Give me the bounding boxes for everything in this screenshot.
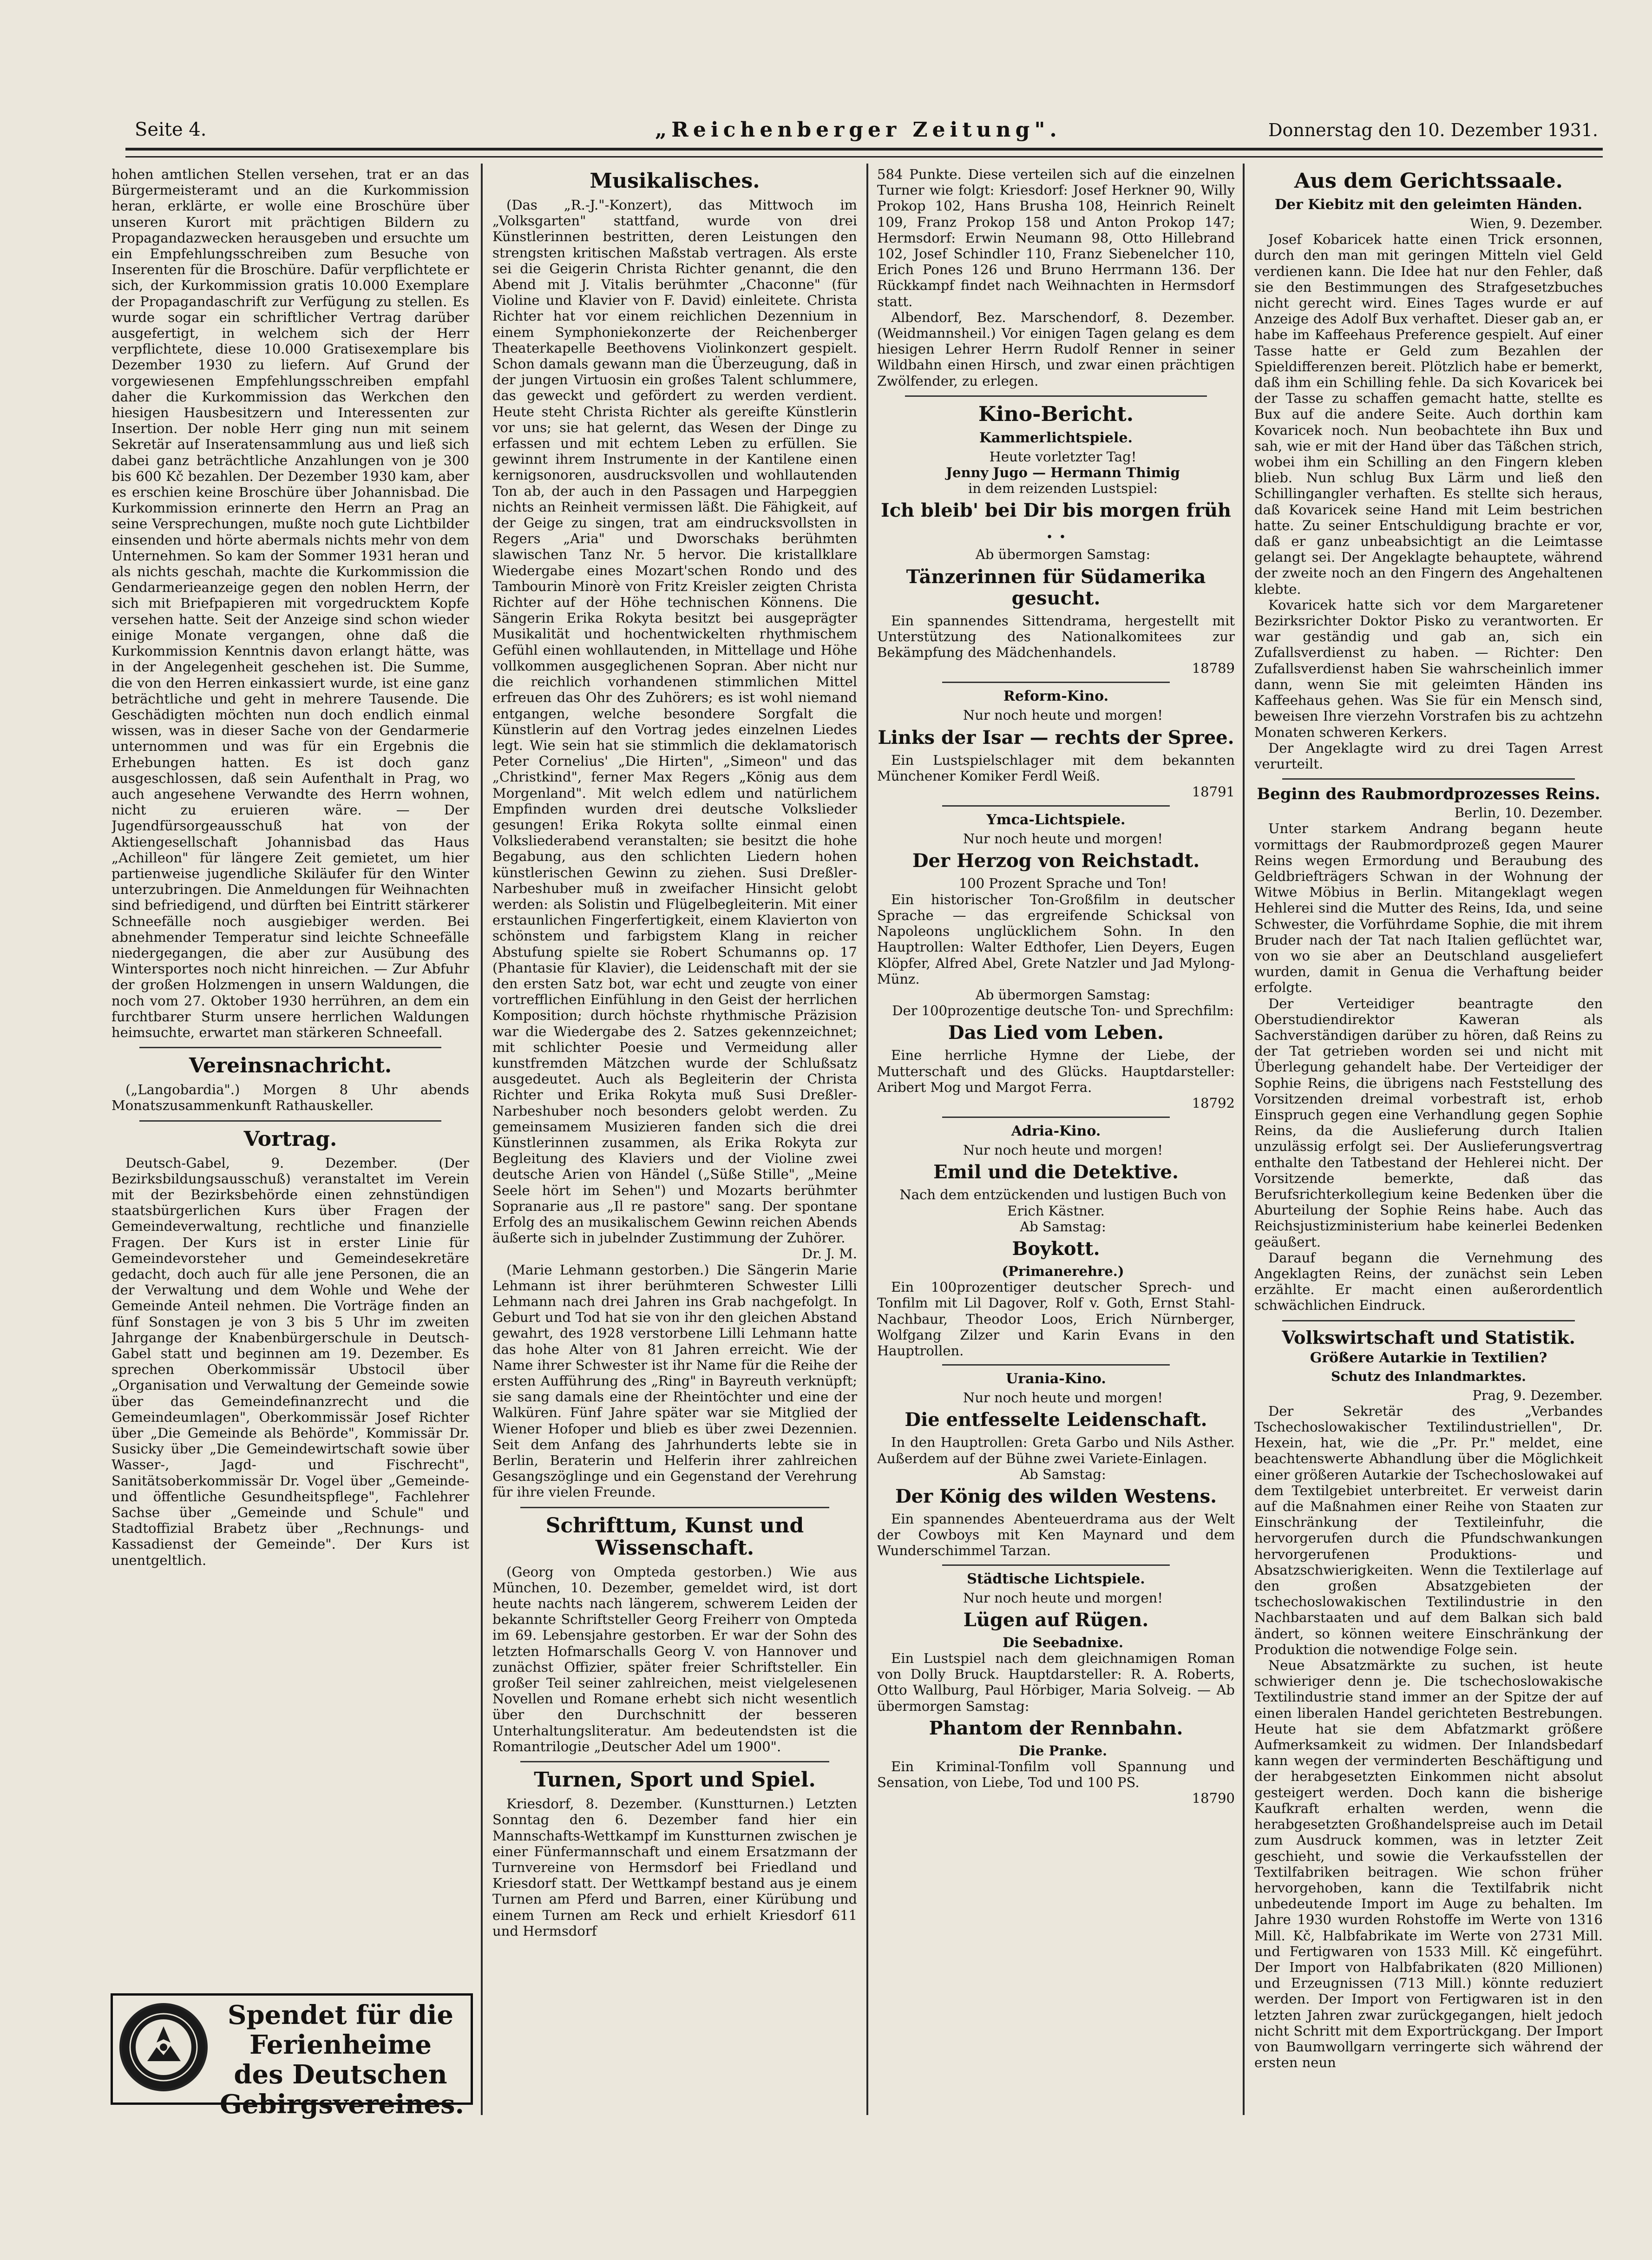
- ad-number: 18792: [1192, 1095, 1235, 1111]
- column-4: [1254, 166, 1603, 2109]
- cinema-note: 100 Prozent Sprache und Ton!: [958, 875, 1167, 892]
- heading-turnen: Turnen, Sport und Spiel.: [534, 1768, 816, 1792]
- cinema-note: Nach dem entzückenden und lustigen Buch von Erich Kästner.: [899, 1187, 1226, 1219]
- film-description: Eine herrliche Hymne der Liebe, der Mutterschaft und des Glücks. Hauptdarsteller: Aribert Mog und Margot Ferra.: [877, 1047, 1235, 1095]
- cinema-note: Heute vorletzter Tag!: [989, 448, 1137, 465]
- divider: [139, 1120, 441, 1122]
- article-turnen-cont: 584 Punkte. Diese verteilen sich auf die einzelnen Turner wie folgt: Kriesdorf: Josef Herkner 90, Willy Prokop 102, Hans Brusha 108, Heinrich Reinelt 109, Franz Prokop 158 und Anton Prokop 147; Hermsdorf: Erwin Neumann 98, Otto Hillebrand 102, Josef Schindler 110, Franz Siebenelcher 110, Erich Pones 126 und Bruno Herrmann 136. Der Rückkampf findet nach Weihnachten in Hermsdorf statt.: [877, 166, 1235, 309]
- heading-gerichtssaal: Aus dem Gerichtssaale.: [1294, 169, 1563, 193]
- cinema-stars: Jenny Jugo — Hermann Thimig: [946, 465, 1180, 481]
- cinema-note: Der 100prozentige deutsche Ton- und Sprechfilm:: [892, 1003, 1234, 1019]
- article-langobardia: („Langobardia".) Morgen 8 Uhr abends Monatszusammenkunft Rathauskeller.: [111, 1082, 469, 1114]
- cinema-note: Ab übermorgen Samstag:: [975, 546, 1151, 563]
- gebirgsverein-seal-icon: [119, 2003, 208, 2091]
- article-marie-lehmann: (Marie Lehmann gestorben.) Die Sängerin Marie Lehmann ist ihrer berühmteren Schwester Lilli Lehmann nach drei Jahren ins Grab nachgefolgt. In Geburt und Tod hat sie von ihr den gleichen Abstand gewahrt, des 1928 verstorbene Lilli Lehmann hatte das hohe Alter von 81 Jahren erreicht. Wie der Name ihrer Schwester ist ihr Name für die Reihe der ersten Aufführung des „Ring" in Bayreuth verknüpft; sie sang damals eine der Rheintöchter und eine der Walküren. Fünf Jahre später war sie Mitglied der Wiener Hofoper und blieb es über zwei Dezennien. Seit dem Anfang des Jahrhunderts lebte sie in Berlin, Beraterin und Helferin ihrer zahlreichen Gesangszöglinge und ein Gegenstand der Verehrung für ihre vielen Freunde.: [492, 1261, 857, 1500]
- subheading-kiebitz: Der Kiebitz mit den geleimten Händen.: [1274, 197, 1583, 213]
- divider: [1282, 1320, 1575, 1321]
- ad-line-3: des Deutschen: [234, 2059, 447, 2090]
- heading-vereinsnachricht: Vereinsnachricht.: [189, 1054, 392, 1078]
- article-raubmord-3: Darauf begann die Vernehmung des Angeklagten Reins, der zunächst sein Leben erzählte. Er macht einen außerordentlich schwächlichen Eindruck.: [1254, 1249, 1603, 1314]
- cinema-name: Kammerlichtspiele.: [979, 429, 1133, 446]
- film-description: Ein spannendes Sittendrama, hergestellt mit Unterstützung des Nationalkomitees zur Bekämpfung des Mädchenhandels.: [877, 612, 1235, 661]
- divider: [139, 1047, 441, 1048]
- cinema-name: Reform-Kino.: [1003, 688, 1109, 705]
- film-description: Ein historischer Ton-Großfilm in deutscher Sprache — das ergreifende Schicksal von Napoleons unglücklichem Sohn. In den Hauptrollen: Walter Edthofer, Lien Deyers, Eugen Klöpfer, Alfred Abel, Grete Natzler und Jad Mylong-Münz.: [877, 891, 1235, 987]
- cinema-note: Ab übermorgen Samstag:: [975, 986, 1151, 1003]
- divider: [942, 1364, 1170, 1366]
- dateline: Prag, 9. Dezember.: [1472, 1387, 1603, 1403]
- cinema-note: Ab Samstag:: [1020, 1218, 1106, 1235]
- film-description: Ein Lustspiel nach dem gleichnamigen Roman von Dolly Bruck. Hauptdarsteller: R. A. Roberts, Otto Wallburg, Paul Hörbiger, Maria Solveig. — Ab übermorgen Samstag:: [877, 1650, 1235, 1714]
- article-albendorf: Albendorf, Bez. Marschendorf, 8. Dezember. (Weidmannsheil.) Vor einigen Tagen gelang es dem hiesigen Lehrer Herrn Rudolf Renner in seiner Wildbahn einen Hirsch, und zwar einen prächtigen Zwölfender, zu erlegen.: [877, 309, 1235, 389]
- article-kriesdorf: Kriesdorf, 8. Dezember. (Kunstturnen.) Letzten Sonntag den 6. Dezember fand hier ein Mannschafts-Wettkampf im Kunstturnen zwischen je einer Fünfermannschaft und einem Ersatzmann der Turnvereine von Hermsdorf bei Friedland und Kriesdorf statt. Der Wettkampf bestand aus je einem Turnen am Pferd und Barren, einer Kürübung und einem Turnen am Reck und erhielt Kriesdorf 611 und Hermsdorf: [492, 1796, 857, 1939]
- article-raubmord: Unter starkem Andrang begann heute vormittags der Raubmordprozeß gegen Maurer Reins wegen Ermordung und Beraubung des Geldbriefträgers Schwan in der Wohnung der Witwe Möbius in Berlin. Mitangeklagt wegen Hehlerei sind die Mutter des Reins, Ida, und seine Schwester, die Vorführdame Sophie, die mit ihrem Bruder nach der Tat nach Italien geflüchtet war, von wo sie aber an Deutschland ausgeliefert wurden, damit in Genua die Verhaftung beider erfolgte.: [1254, 821, 1603, 996]
- cinema-name: Adria-Kino.: [1011, 1123, 1101, 1140]
- divider: [942, 1117, 1170, 1118]
- divider: [905, 395, 1207, 397]
- film-title: Der König des wilden Westens.: [895, 1485, 1217, 1507]
- column-1: [111, 166, 469, 2109]
- heading-kino-bericht: Kino-Bericht.: [978, 402, 1134, 426]
- column-divider-2: [866, 164, 868, 2115]
- film-title: Links der Isar — rechts der Spree.: [878, 726, 1234, 749]
- heading-volkswirtschaft: Volkswirtschaft und Statistik.: [1282, 1327, 1575, 1348]
- film-description: Ein spannendes Abenteuerdrama aus der Welt der Cowboys mit Ken Maynard und dem Wunderschimmel Tarzan.: [877, 1511, 1235, 1559]
- ad-line-4: Gebirgsvereines.: [220, 2089, 465, 2120]
- page-number: Seite 4.: [135, 119, 207, 140]
- article-ompteda: (Georg von Ompteda gestorben.) Wie aus München, 10. Dezember, gemeldet wird, ist dort heute nachts nach längerem, schwerem Leiden der bekannte Schriftsteller Georg Freiherr von Ompteda im 69. Lebensjahre gestorben. Er war der Sohn des letzten Hofmarschalls Georg V. von Hannover und zunächst Offizier, später freier Schriftsteller. Ein großer Teil seiner zahlreichen, meist vielgelesenen Novellen und Romane erhebt sich nicht wesentlich über den Durchschnitt der besseren Unterhaltungsliteratur. Am bedeutendsten ist die Romantrilogie „Deutscher Adel um 1900".: [492, 1564, 857, 1754]
- article-kiebitz-3: Der Angeklagte wird zu drei Tagen Arrest verurteilt.: [1254, 740, 1603, 772]
- cinema-name: Ymca-Lichtspiele.: [986, 812, 1126, 828]
- heading-musikalisches: Musikalisches.: [590, 169, 760, 193]
- divider: [1282, 778, 1575, 780]
- cinema-note: Nur noch heute und morgen!: [963, 831, 1163, 847]
- cinema-name: Städtische Lichtspiele.: [967, 1570, 1145, 1587]
- article-autarkie-2: Neue Absatzmärkte zu suchen, ist heute schwieriger denn je. Die tschechoslowakische Textilindustrie stand immer an der Spitze der auf einen liberalen Handel gerichteten Bestrebungen. Heute hat sie dem Abfatzmarkt größere Aufmerksamkeit zu widmen. Der Inlandsbedarf kann wegen der verminderten Beschäftigung und der herabgesetzten Einkommen nicht absolut gesteigert werden. Doch kann die bisherige Kaufkraft erhalten werden, wenn die herabgesetzten Großhandelspreise auch im Detail zum Ausdruck kommen, was in letzter Zeit geschieht, und sowie die Verkaufsstellen der Textilfabriken beitragen. Wie schon früher hervorgehoben, kann die Textilfabrik nicht unbedeutende Import im Auge zu behalten. Im Jahre 1930 wurden Rohstoffe im Werte von 1316 Mill. Kč, Halbfabrikate im Werte von 2731 Mill. und Fertigwaren von 1533 Mill. Kč eingeführt. Der Import von Halbfabrikaten (820 Millionen) und Erzeugnissen (713 Mill.) könnte reduziert werden. Der Import von Fertigwaren ist in den letzten Jahren zwar zurückgegangen, hielt jedoch nicht Schritt mit dem Exportrückgang. Der Import von Baumwollgarn verringerte sich während der ersten neun: [1254, 1657, 1603, 2071]
- cinema-note: Nur noch heute und morgen!: [963, 707, 1163, 723]
- ad-number: 18790: [1192, 1790, 1235, 1807]
- cinema-note: Nur noch heute und morgen!: [963, 1390, 1163, 1406]
- article-kiebitz-2: Kovaricek hatte sich vor dem Margaretener Bezirksrichter Doktor Pisko zu verantworten. Er war geständig und gab an, sich ein Zufallsverdienst zu haben. — Richter: Den Zufallsverdienst haben Sie wahrscheinlich immer dann, wenn Sie mit geleimten Händen ins Kaffeehaus gehen. Was Sie für ein Mensch sind, beweisen Ihre vierzehn Vorstrafen bis zu achtzehn Monaten schweren Kerkers.: [1254, 597, 1603, 740]
- cinema-note: (Primanerehre.): [1002, 1263, 1124, 1279]
- article-signature: Dr. J. M.: [801, 1246, 857, 1262]
- film-title: Tänzerinnen für Südamerika gesucht.: [906, 565, 1206, 609]
- column-divider-3: [1243, 164, 1245, 2115]
- cinema-name: Urania-Kino.: [1006, 1371, 1106, 1387]
- heading-vortrag: Vortrag.: [243, 1127, 337, 1151]
- film-title: Ich bleib' bei Dir bis morgen früh . .: [880, 499, 1231, 543]
- film-title: Emil und die Detektive.: [933, 1161, 1179, 1183]
- film-title: Boykott.: [1012, 1237, 1100, 1260]
- article-kiebitz: Josef Kobaricek hatte einen Trick ersonnen, durch den man mit geringen Mitteln viel Geld verdienen kann. Die Idee hat nur den Fehler, daß sie den Bestimmungen des Strafgesetzbuches nicht gerecht wird. Eines Tages wurde er auf Anzeige des Adolf Bux verhaftet. Dieser gab an, er habe im Kaffeehaus Preference gespielt. Auf einer Tasse hatte er Geld zum Bezahlen der Spieldifferenzen bereit. Plötzlich habe er bemerkt, daß ihm ein Schilling fehle. Da sich Kovaricek bei der Tasse zu schaffen gemacht hatte, stellte es Bux auf die andere Seite. Auch dorthin kam Kovaricek noch. Nun beobachtete ihn Bux und sah, wie er mit der Hand über das Täßchen strich, wobei ihm ein Schilling an den Fingern kleben blieb. Nun schlug Bux Lärm und ließ den Schillingangler verhaften. Es stellte sich heraus, daß Kovaricek seine Hand mit Leim bestrichen hatte. Zu seiner Entschuldigung brachte er vor, daß er ganz unbeabsichtigt an die Leimtasse gelangt sei. Der Angeklagte behauptete, während der zweite noch an den Fingern des Angehaltenen klebte.: [1254, 231, 1603, 597]
- ad-line-2: Ferienheime: [249, 2030, 432, 2060]
- article-vortrag: Deutsch-Gabel, 9. Dezember. (Der Bezirksbildungsausschuß) veranstaltet im Verein mit der Bezirksbehörde einen zehnstündigen staatsbürgerlichen Kurs über Fragen der Gemeindeverwaltung, rechtliche und finanzielle Fragen. Der Kurs ist in erster Linie für Gemeindevorsteher und Gemeindesekretäre gedacht, doch auch für alle jene Personen, die an der Verwaltung und dem Wohle und Wehe der Gemeinde Anteil nehmen. Die Vorträge finden an fünf Sonstagen je von 3 bis 5 Uhr im zweiten Jahrgange der Knabenbürgerschule in Deutsch-Gabel statt und beginnen am 19. Dezember. Es sprechen Oberkommissär Ubstocil über „Organisation und Verwaltung der Gemeinde sowie über das Gemeindefinanzrecht und die Gemeindeumlagen", Oberkommissär Josef Richter über „Die Gemeinde als Behörde", Kommissär Dr. Susicky über „Die Gemeindewirtschaft sowie über Wasser-, Jagd- und Fischrecht", Sanitätsoberkommissär Dr. Vogel über „Gemeinde- und öffentliche Gesundheitspflege", Fachlehrer Sachse über „Gemeinde und Schule" und Stadtoffizial Brabetz über „Rechnungs- und Kassadienst der Gemeinde". Der Kurs ist unentgeltlich.: [111, 1155, 469, 1568]
- film-title: Die entfesselte Leidenschaft.: [905, 1409, 1207, 1431]
- film-title: Phantom der Rennbahn.: [929, 1717, 1183, 1739]
- film-description: Ein Lustspielschlager mit dem bekannten Münchener Komiker Ferdl Weiß.: [877, 752, 1235, 784]
- column-divider-1: [481, 164, 483, 2115]
- film-description: Ein 100prozentiger deutscher Sprech- und Tonfilm mit Lil Dagover, Rolf v. Goth, Ernst Stahl-Nachbaur, Theodor Loos, Erich Nürnberger, Wolfgang Zilzer und Karin Evans in den Hauptrollen.: [877, 1279, 1235, 1359]
- cinema-note: Nur noch heute und morgen!: [963, 1142, 1163, 1158]
- film-title: Das Lied vom Leben.: [948, 1022, 1164, 1044]
- masthead-rule-bottom: [125, 156, 1603, 158]
- divider: [520, 1761, 829, 1762]
- film-description: Ein Kriminal-Tonfilm voll Spannung und Sensation, von Liebe, Tod und 100 PS.: [877, 1759, 1235, 1791]
- cinema-note: Nur noch heute und morgen!: [963, 1590, 1163, 1606]
- ad-line-1: Spendet für die: [228, 2000, 453, 2030]
- dateline: Berlin, 10. Dezember.: [1454, 805, 1603, 821]
- article-autarkie: Der Sekretär des „Verbandes Tschechoslowakischer Textilindustriellen", Dr. Hexein, hat, wie die „Pr. Pr." meldet, eine beachtenswerte Abhandlung über die Möglichkeit einer größeren Autarkie der Tschechoslowakei auf dem Textilgebiet unterbreitet. Er verweist darin auf die Maßnahmen einer Reihe von Staaten zur Einschränkung der Textileinfuhr, die hervorgerufen durch die Pfundschwankungen hervorgerufenen Produktions- und Absatzschwierigkeiten. Wenn die Textilerlage auf den großen Absatzgebieten der tschechoslowakischen Textilindustrie in den Nachbarstaaten und auf dem Balkan sich bald ändert, so können weitere Einschränkung der Produktion die notwendige Folge sein.: [1254, 1403, 1603, 1657]
- cinema-note: Die Seebadnixe.: [1003, 1634, 1123, 1650]
- film-description: In den Hauptrollen: Greta Garbo und Nils Asther. Außerdem auf der Bühne zwei Variete-Einlagen.: [877, 1434, 1235, 1466]
- advertisement-ferienheime: [111, 1993, 473, 2120]
- cinema-note: Die Pranke.: [1018, 1742, 1108, 1759]
- divider: [942, 682, 1170, 683]
- ad-number: 18791: [1192, 784, 1235, 800]
- film-title: Lügen auf Rügen.: [963, 1609, 1149, 1631]
- cinema-note: in dem reizenden Lustspiel:: [968, 480, 1158, 497]
- heading-schrifttum: Schrifttum, Kunst und Wissenschaft.: [545, 1513, 804, 1560]
- subheading-schutz: Schutz des Inlandmarktes.: [1331, 1368, 1526, 1384]
- subheading-autarkie: Größere Autarkie in Textilien?: [1310, 1349, 1547, 1366]
- article-raubmord-2: Der Verteidiger beantragte den Oberstudiendirektor Kaweran als Sachverständigen darüber zu hören, daß Reins zu der Tat getrieben worden sei und nicht mit Überlegung gehandelt habe. Der Verteidiger der Sophie Reins, die übrigens nach Feststellung des Vorsitzenden dreimal vorbestraft ist, erhob Einspruch gegen eine Verhandlung gegen Sophie Reins, da die Auslieferung durch Italien unzulässig erfolgt sei. Der Auslieferungsvertrag enthalte den Tatbestand der Hehlerei nicht. Der Vorsitzende bemerkte, daß das Berufsrichterkollegium keine Bedenken über die Aburteilung der Sophie Reins habe. Auch das Reichsjustizministerium habe keinerlei Bedenken geäußert.: [1254, 995, 1603, 1250]
- heading-raubmordprozess: Beginn des Raubmordprozesses Reins.: [1257, 785, 1600, 804]
- masthead: [125, 116, 1598, 144]
- column-2: [492, 166, 857, 2109]
- divider: [942, 805, 1170, 807]
- newspaper-title: „Reichenberger Zeitung".: [655, 118, 1062, 142]
- dateline: Wien, 9. Dezember.: [1470, 216, 1603, 231]
- article-rj-konzert: (Das „R.-J."-Konzert), das Mittwoch im „Volksgarten" stattfand, wurde von drei Künstlerinnen bestritten, deren Leistungen den strengsten kritischen Maßstab vertragen. Als erste sei die Geigerin Christa Richter genannt, die den Abend mit J. Vitalis berühmter „Chaconne" (für Violine und Klavier von F. David) einleitete. Christa Richter hat vor einem reichlichen Dezennium in einem Symphoniekonzerte der Reichenberger Theaterkapelle Beethovens Violinkonzert gespielt. Schon damals gewann man die Überzeugung, daß in der jungen Virtuosin ein großes Talent schlummere, das geweckt und gefördert zu werden verdient. Heute steht Christa Richter als gereifte Künstlerin vor uns; sie hat gelernt, das Wesen der Dinge zu erfassen und mit echtem Leben zu erfüllen. Sie gewinnt ihrem Instrumente in der Kantilene einen kernigsonoren, ausdrucksvollen und wohllautenden Ton ab, der auch in den Passagen und Harpeggien nichts an Reinheit vermissen läßt. Die Fähigkeit, auf der Geige zu singen, trat am eindrucksvollsten in Regers „Aria" und Dworschaks berühmten slawischen Tanz Nr. 5 hervor. Die kristallklare Wiedergabe eines Mozart'schen Rondo und des Tambourin Minorè von Fritz Kreisler zeigten Christa Richter auf der Höhe technischen Könnens. Die Sängerin Erika Rokyta besitzt bei ausgeprägter Musikalität und hochentwickelten rhythmischem Gefühl einen wohllautenden, in Mittellage und Höhe vollkommen ausgeglichenen Sopran. Aber nicht nur die reichlich vorhandenen stimmlichen Mittel erfreuen das Ohr des Zuhörers; es ist wohl niemand entgangen, welche besondere Sorgfalt die Künstlerin auf den Vortrag jedes einzelnen Liedes legt. Wie sein hat sie stimmlich die deklamatorisch Peter Cornelius' „Die Hirten", „Simeon" und das „Christkind", ferner Max Regers „König aus dem Morgenland". Mit welch edlem und natürlichem Empfinden wurden drei deutsche Volkslieder gesungen! Erika Rokyta sollte einmal einen Volksliederabend veranstalten; sie besitzt die hohe Begabung, aus den schlichten Liedern hohen künstlerischen Gewinn zu ziehen. Susi Dreßler-Narbeshuber muß in zweifacher Hinsicht gelobt werden: als Solistin und Flügelbegleiterin. Mit einer erstaunlichen Fingerfertigkeit, einem Klavierton von schönstem und farbigstem Klang in reicher Abstufung spielte sie Robert Schumanns op. 17 (Phantasie für Klavier), die Leidenschaft mit der sie den ersten Satz bot, war echt und zeugte von einer vortrefflichen Einfühlung in den Geist der herrlichen Komposition; durch höchste rhythmische Präzision war die Wiedergabe des 2. Satzes gekennzeichnet; mit schlichter Poesie und Vermeidung aller kunstfremden Mätzchen wurde der Schlußsatz ausgedeutet. Auch als Begleiterin der Christa Richter und Erika Rokyta muß Susi Dreßler-Narbeshuber noch besonders gelobt werden. Zu gemeinsamem Musizieren fanden sich die drei Künstlerinnen zusammen, als Erika Rokyta zur Begleitung des Klaviers und der Violine zwei deutsche Arien von Händel („Süße Stille", „Meine Seele hört im Sehen") und Mozarts berühmter Sopranarie aus „Il re pastore" sang. Der spontane Erfolg des an musikalischem Gewinn reichen Abends äußerte sich in jubelnder Zustimmung der Zuhörer.: [492, 197, 857, 1246]
- masthead-rule-top: [125, 148, 1603, 151]
- divider: [520, 1507, 829, 1508]
- article-johannisbad: hohen amtlichen Stellen versehen, trat er an das Bürgermeisteramt und an die Kurkommission heran, erklärte, er wolle eine Broschüre über unseren Kurort mit prächtigen Bildern zu Propagandazwecken herausgeben und ersuchte um ein Empfehlungsschreiben zum Besuche von Inserenten für die Broschüre. Dafür verpflichtete er sich, der Kurkommission gratis 10.000 Exemplare der Propagandaschrift zur Verfügung zu stellen. Es wurde sogar ein schriftlicher Vertrag darüber ausgefertigt, in welchem sich der Herr verpflichtete, diese 10.000 Gratisexemplare bis Dezember 1930 zu liefern. Auf Grund der vorgewiesenen Empfehlungsschreiben empfahl daher die Kurkommission das Werkchen den hiesigen Hausbesitzern und Interessenten zur Insertion. Der noble Herr ging nun mit seinem Sekretär auf Inseratensammlung aus und ließ sich dabei ganz beträchtliche Anzahlungen von je 300 bis 600 Kč bezahlen. Der Dezember 1930 kam, aber es erschien keine Broschüre über Johannisbad. Die Kurkommission erinnerte den Herrn an Prag an seine Versprechungen, mußte noch gute Lichtbilder einsenden und hörte abermals nichts mehr von dem Unternehmen. So kam der Sommer 1931 heran und als nichts geschah, machte die Kurkommission die Gendarmerieanzeige gegen den noblen Herrn, der sich mit Briefpapieren mit vorgedrucktem Kopfe versehen hatte. Seit der Anzeige sind schon wieder einige Monate vergangen, ohne daß die Kurkommission Kenntnis davon erlangt hätte, was in der Angelegenheit geschehen ist. Die Summe, die von den Herren einkassiert wurde, ist eine ganz beträchtliche und geht in mehrere Tausende. Die Geschädigten möchten nun doch endlich einmal wissen, was in dieser Sache von der Gendarmerie unternommen und was für ein Ergebnis die Erhebungen hatten. Es ist doch ganz ausgeschlossen, daß sein Aufenthalt in Prag, wo auch angesehene Verwandte des Herrn wohnen, nicht zu eruieren wäre. — Der Jugendfürsorgeausschuß hat von der Aktiengesellschaft Johannisbad das Haus „Achilleon" für längere Zeit gemietet, um hier partienweise jugendliche Skiläufer für den Winter unterzubringen. Die Anmeldungen für Weihnachten sind befriedigend, und dürften bei Eintritt stärkerer Schneefälle noch ausgiebiger werden. Bei abnehmender Temperatur sind leichte Schneefälle niedergegangen, die aber zur Ausübung des Wintersportes noch nicht hinreichen. — Zur Abfuhr der großen Holzmengen in unsern Waldungen, die noch vom 27. Oktober 1930 herrühren, an dem ein furchtbarer Sturm unsere herrlichen Waldungen heimsuchte, erwartet man stärkeren Schneefall.: [111, 166, 469, 1040]
- issue-date: Donnerstag den 10. Dezember 1931.: [1268, 120, 1598, 140]
- divider: [942, 1564, 1170, 1566]
- column-3: [877, 166, 1235, 2109]
- cinema-note: Ab Samstag:: [1020, 1466, 1106, 1482]
- ad-number: 18789: [1192, 660, 1235, 677]
- film-title: Der Herzog von Reichstadt.: [912, 850, 1200, 872]
